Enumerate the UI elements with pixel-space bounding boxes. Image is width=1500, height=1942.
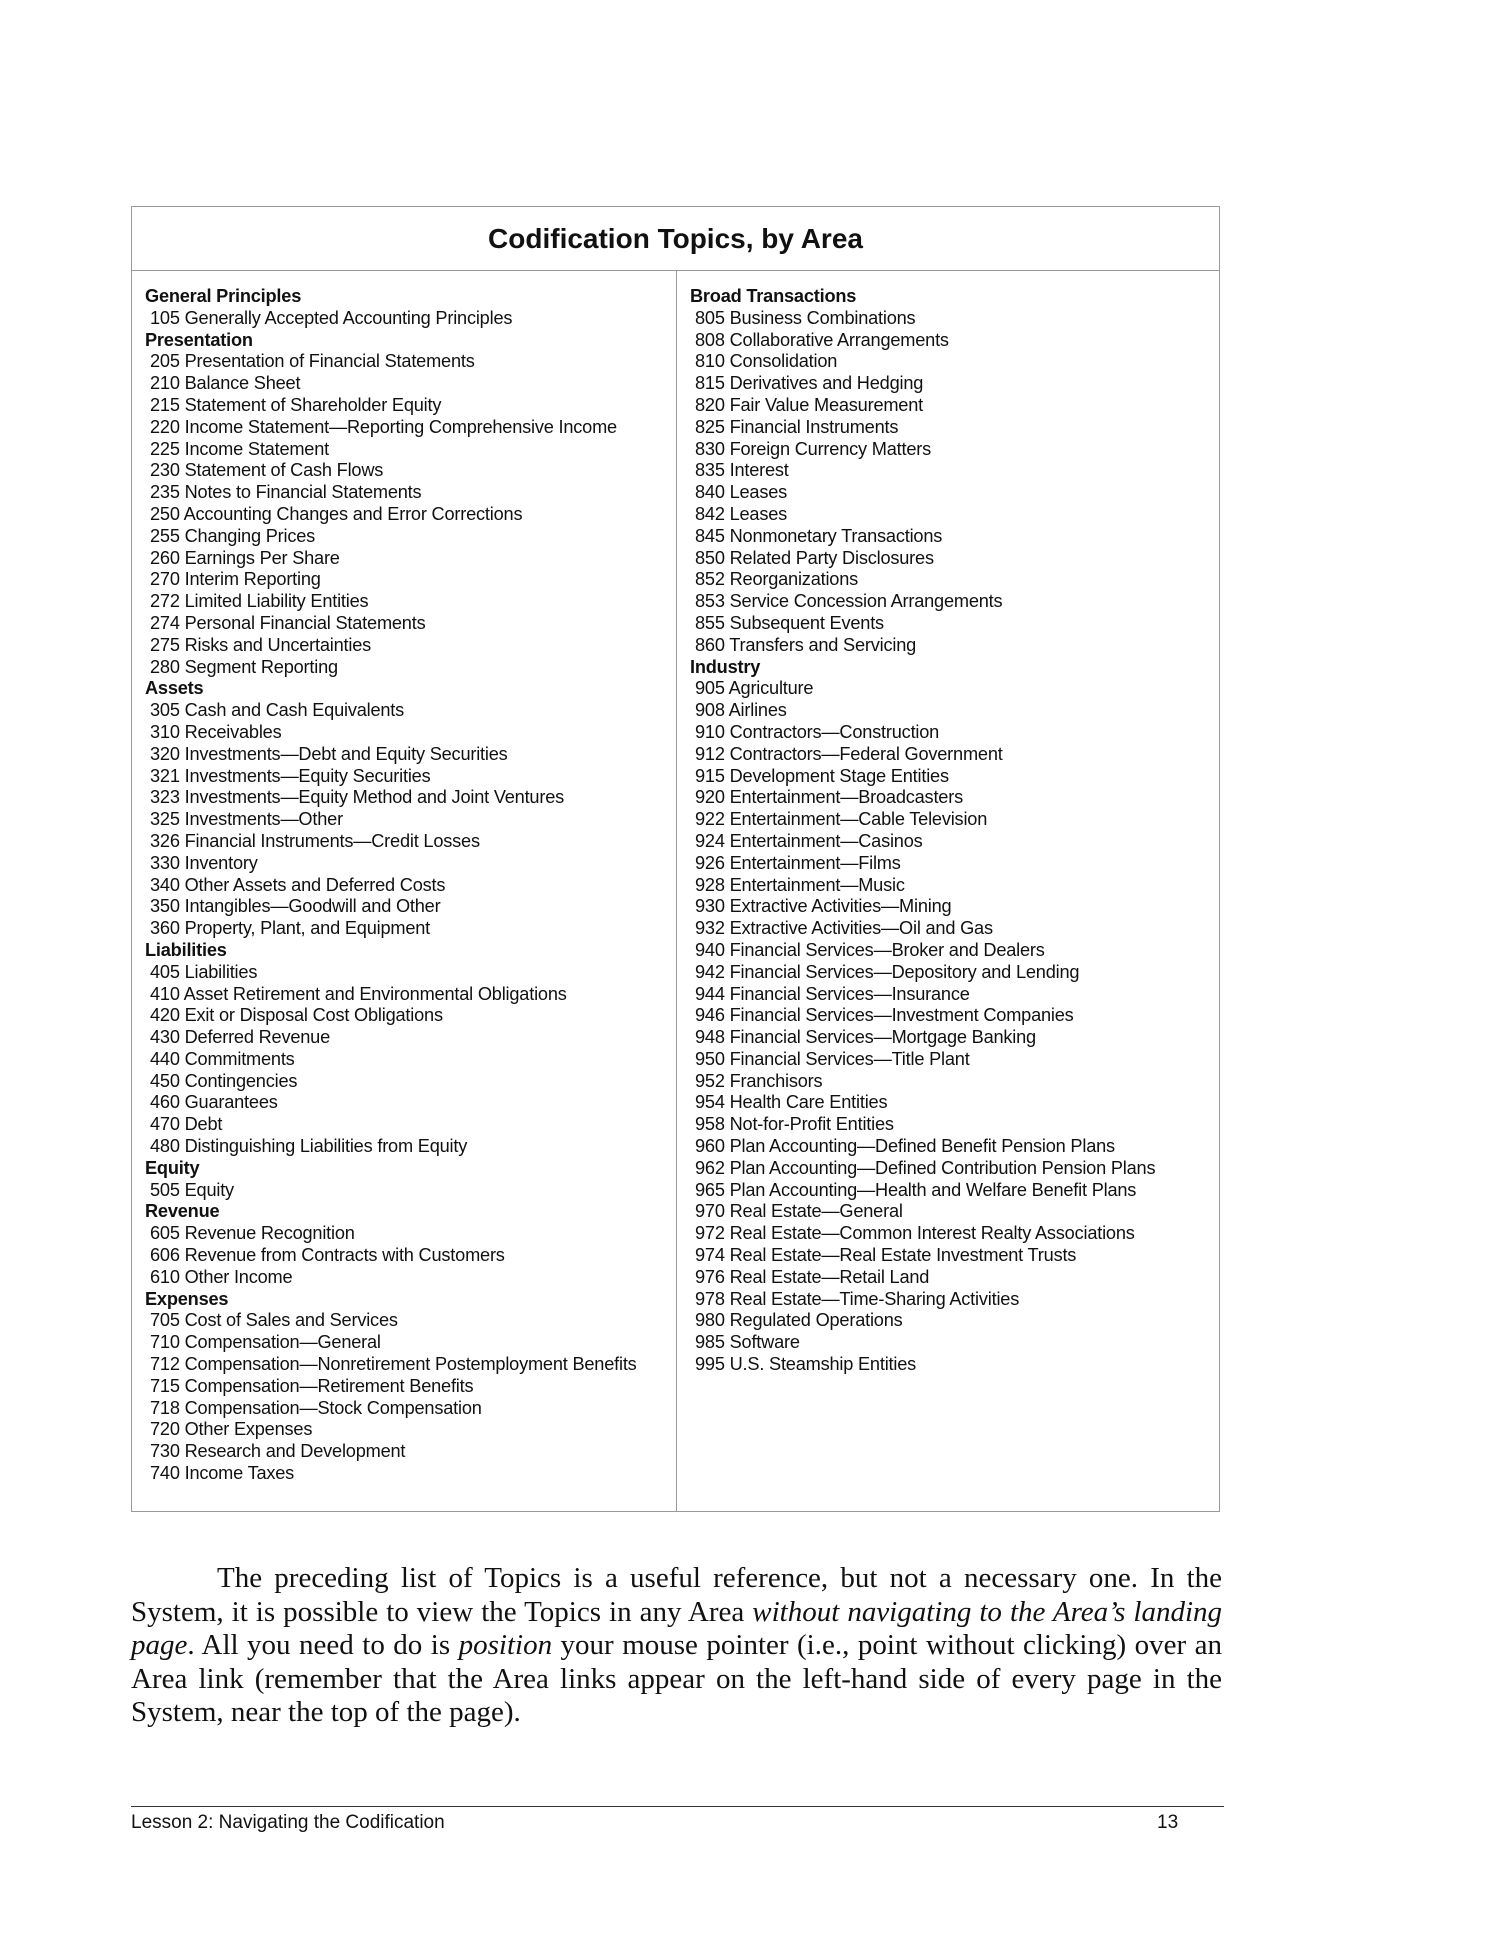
- topic-item: 912 Contractors—Federal Government: [695, 743, 1003, 764]
- topic-item: 924 Entertainment—Casinos: [695, 830, 923, 851]
- topic-item: 940 Financial Services—Broker and Dealers: [695, 939, 1045, 960]
- area-heading: Expenses: [145, 1288, 229, 1309]
- topic-item: 930 Extractive Activities—Mining: [695, 896, 952, 917]
- topic-item: 944 Financial Services—Insurance: [695, 983, 970, 1004]
- topic-item: 321 Investments—Equity Securities: [150, 765, 431, 786]
- topic-item: 825 Financial Instruments: [695, 416, 899, 437]
- topic-item: 908 Airlines: [695, 700, 787, 721]
- topic-item: 932 Extractive Activities—Oil and Gas: [695, 918, 993, 939]
- topic-item: 830 Foreign Currency Matters: [695, 438, 931, 459]
- topic-item: 326 Financial Instruments—Credit Losses: [150, 830, 480, 851]
- topic-item: 948 Financial Services—Mortgage Banking: [695, 1027, 1036, 1048]
- area-heading: Revenue: [145, 1201, 220, 1222]
- table-title: Codification Topics, by Area: [132, 207, 1219, 271]
- topic-item: 420 Exit or Disposal Cost Obligations: [150, 1005, 443, 1026]
- footer-lesson-title: Lesson 2: Navigating the Codification: [131, 1812, 445, 1833]
- topic-item: 715 Compensation—Retirement Benefits: [150, 1375, 474, 1396]
- topic-item: 915 Development Stage Entities: [695, 765, 949, 786]
- topic-item: 842 Leases: [695, 503, 788, 524]
- paragraph-text: The preceding list of Topics is a useful reference, but not a necessary one. In the System, it is possible to view the Topics in any Area: [131, 1562, 1222, 1628]
- topic-item: 220 Income Statement—Reporting Comprehensive Income: [150, 416, 617, 437]
- topic-item: 320 Investments—Debt and Equity Securities: [150, 743, 508, 764]
- topic-item: 985 Software: [695, 1332, 800, 1353]
- topic-item: 450 Contingencies: [150, 1070, 298, 1091]
- topic-item: 922 Entertainment—Cable Television: [695, 809, 988, 830]
- topic-item: 805 Business Combinations: [695, 307, 916, 328]
- topic-item: 976 Real Estate—Retail Land: [695, 1266, 930, 1287]
- topic-item: 808 Collaborative Arrangements: [695, 329, 949, 350]
- topic-item: 205 Presentation of Financial Statements: [150, 351, 475, 372]
- topic-item: 360 Property, Plant, and Equipment: [150, 918, 430, 939]
- topic-item: 970 Real Estate—General: [695, 1201, 903, 1222]
- topic-item: 323 Investments—Equity Method and Joint Ventures: [150, 787, 565, 808]
- area-heading: Broad Transactions: [690, 286, 857, 306]
- topic-item: 705 Cost of Sales and Services: [150, 1310, 398, 1331]
- topic-item: 962 Plan Accounting—Defined Contribution Pension Plans: [695, 1157, 1156, 1178]
- topic-item: 440 Commitments: [150, 1048, 295, 1069]
- topic-item: 958 Not-for-Profit Entities: [695, 1114, 894, 1135]
- topic-item: 952 Franchisors: [695, 1070, 823, 1091]
- topic-item: 974 Real Estate—Real Estate Investment Trusts: [695, 1245, 1077, 1266]
- topic-item: 718 Compensation—Stock Compensation: [150, 1397, 482, 1418]
- codification-topics-table: [131, 206, 1220, 1512]
- topic-item: 310 Receivables: [150, 721, 282, 742]
- topic-item: 980 Regulated Operations: [695, 1310, 903, 1331]
- topic-item: 410 Asset Retirement and Environmental Obligations: [150, 983, 567, 1004]
- topic-item: 270 Interim Reporting: [150, 569, 321, 590]
- topic-item: 730 Research and Development: [150, 1441, 406, 1462]
- topic-item: 350 Intangibles—Goodwill and Other: [150, 896, 441, 917]
- right-column: [677, 270, 1219, 1511]
- topic-item: 610 Other Income: [150, 1266, 293, 1287]
- topic-item: 710 Compensation—General: [150, 1332, 381, 1353]
- topic-item: 505 Equity: [150, 1179, 234, 1200]
- page-number: 13: [1157, 1812, 1179, 1833]
- topic-item: 274 Personal Financial Statements: [150, 612, 426, 633]
- topic-item: 606 Revenue from Contracts with Customers: [150, 1245, 505, 1266]
- topic-item: 853 Service Concession Arrangements: [695, 591, 1003, 612]
- paragraph-text: your mouse pointer (i.e., point without clicking) over an Area link (remember that the Area links appear on the left-hand side of every page in the System, near the top of the page).: [131, 1629, 1222, 1728]
- topic-item: 855 Subsequent Events: [695, 612, 884, 633]
- topic-item: 105 Generally Accepted Accounting Principles: [150, 307, 513, 328]
- topic-item: 950 Financial Services—Title Plant: [695, 1048, 970, 1069]
- paragraph-emphasis: position: [458, 1629, 553, 1661]
- topic-item: 860 Transfers and Servicing: [695, 634, 917, 655]
- topic-item: 480 Distinguishing Liabilities from Equity: [150, 1136, 468, 1157]
- topic-item: 225 Income Statement: [150, 438, 329, 459]
- topic-item: 926 Entertainment—Films: [695, 852, 901, 873]
- topic-item: 255 Changing Prices: [150, 525, 316, 546]
- area-heading: General Principles: [145, 286, 302, 306]
- topic-item: 845 Nonmonetary Transactions: [695, 525, 943, 546]
- topic-item: 215 Statement of Shareholder Equity: [150, 394, 442, 415]
- topic-item: 965 Plan Accounting—Health and Welfare Benefit Plans: [695, 1179, 1137, 1200]
- topic-item: 605 Revenue Recognition: [150, 1223, 355, 1244]
- topic-item: 230 Statement of Cash Flows: [150, 460, 384, 481]
- topic-item: 272 Limited Liability Entities: [150, 591, 369, 612]
- body-paragraph: [131, 1562, 1222, 1730]
- topic-item: 960 Plan Accounting—Defined Benefit Pension Plans: [695, 1136, 1115, 1157]
- topic-item: 810 Consolidation: [695, 351, 838, 372]
- topic-item: 910 Contractors—Construction: [695, 721, 940, 742]
- paragraph-text: . All you need to do is: [187, 1629, 459, 1661]
- topic-item: 340 Other Assets and Deferred Costs: [150, 874, 446, 895]
- topic-item: 815 Derivatives and Hedging: [695, 373, 924, 394]
- topic-item: 972 Real Estate—Common Interest Realty Associations: [695, 1223, 1135, 1244]
- topic-item: 946 Financial Services—Investment Companies: [695, 1005, 1074, 1026]
- footer-divider: [131, 1806, 1224, 1807]
- topic-item: 250 Accounting Changes and Error Corrections: [150, 503, 523, 524]
- topic-item: 835 Interest: [695, 460, 789, 481]
- topic-item: 740 Income Taxes: [150, 1463, 295, 1484]
- topic-item: 995 U.S. Steamship Entities: [695, 1354, 917, 1375]
- topic-item: 954 Health Care Entities: [695, 1092, 888, 1113]
- topic-item: 235 Notes to Financial Statements: [150, 482, 422, 503]
- area-heading: Liabilities: [145, 939, 227, 960]
- topic-item: 852 Reorganizations: [695, 569, 859, 590]
- topic-item: 330 Inventory: [150, 852, 258, 873]
- area-heading: Assets: [145, 678, 204, 699]
- area-heading: Equity: [145, 1157, 200, 1178]
- paragraph-emphasis: without navigating to the Area’s landing page: [131, 1595, 1223, 1661]
- topic-item: 405 Liabilities: [150, 961, 258, 982]
- area-heading: Industry: [690, 656, 761, 677]
- topic-item: 920 Entertainment—Broadcasters: [695, 787, 963, 808]
- area-heading: Presentation: [145, 329, 253, 350]
- topic-item: 260 Earnings Per Share: [150, 547, 340, 568]
- topic-item: 712 Compensation—Nonretirement Postemployment Benefits: [150, 1354, 637, 1375]
- topic-item: 942 Financial Services—Depository and Lending: [695, 961, 1080, 982]
- topic-item: 850 Related Party Disclosures: [695, 547, 934, 568]
- topic-item: 210 Balance Sheet: [150, 373, 301, 394]
- topic-item: 460 Guarantees: [150, 1092, 278, 1113]
- topic-item: 820 Fair Value Measurement: [695, 394, 923, 415]
- topic-item: 470 Debt: [150, 1114, 223, 1135]
- topic-item: 325 Investments—Other: [150, 809, 343, 830]
- topic-item: 720 Other Expenses: [150, 1419, 313, 1440]
- left-column: [132, 270, 677, 1511]
- topic-item: 280 Segment Reporting: [150, 656, 338, 677]
- topic-item: 305 Cash and Cash Equivalents: [150, 700, 405, 721]
- topic-item: 928 Entertainment—Music: [695, 874, 905, 895]
- topic-item: 430 Deferred Revenue: [150, 1027, 331, 1048]
- topic-item: 840 Leases: [695, 482, 788, 503]
- topic-item: 275 Risks and Uncertainties: [150, 634, 372, 655]
- topic-item: 905 Agriculture: [695, 678, 814, 699]
- topic-item: 978 Real Estate—Time-Sharing Activities: [695, 1288, 1020, 1309]
